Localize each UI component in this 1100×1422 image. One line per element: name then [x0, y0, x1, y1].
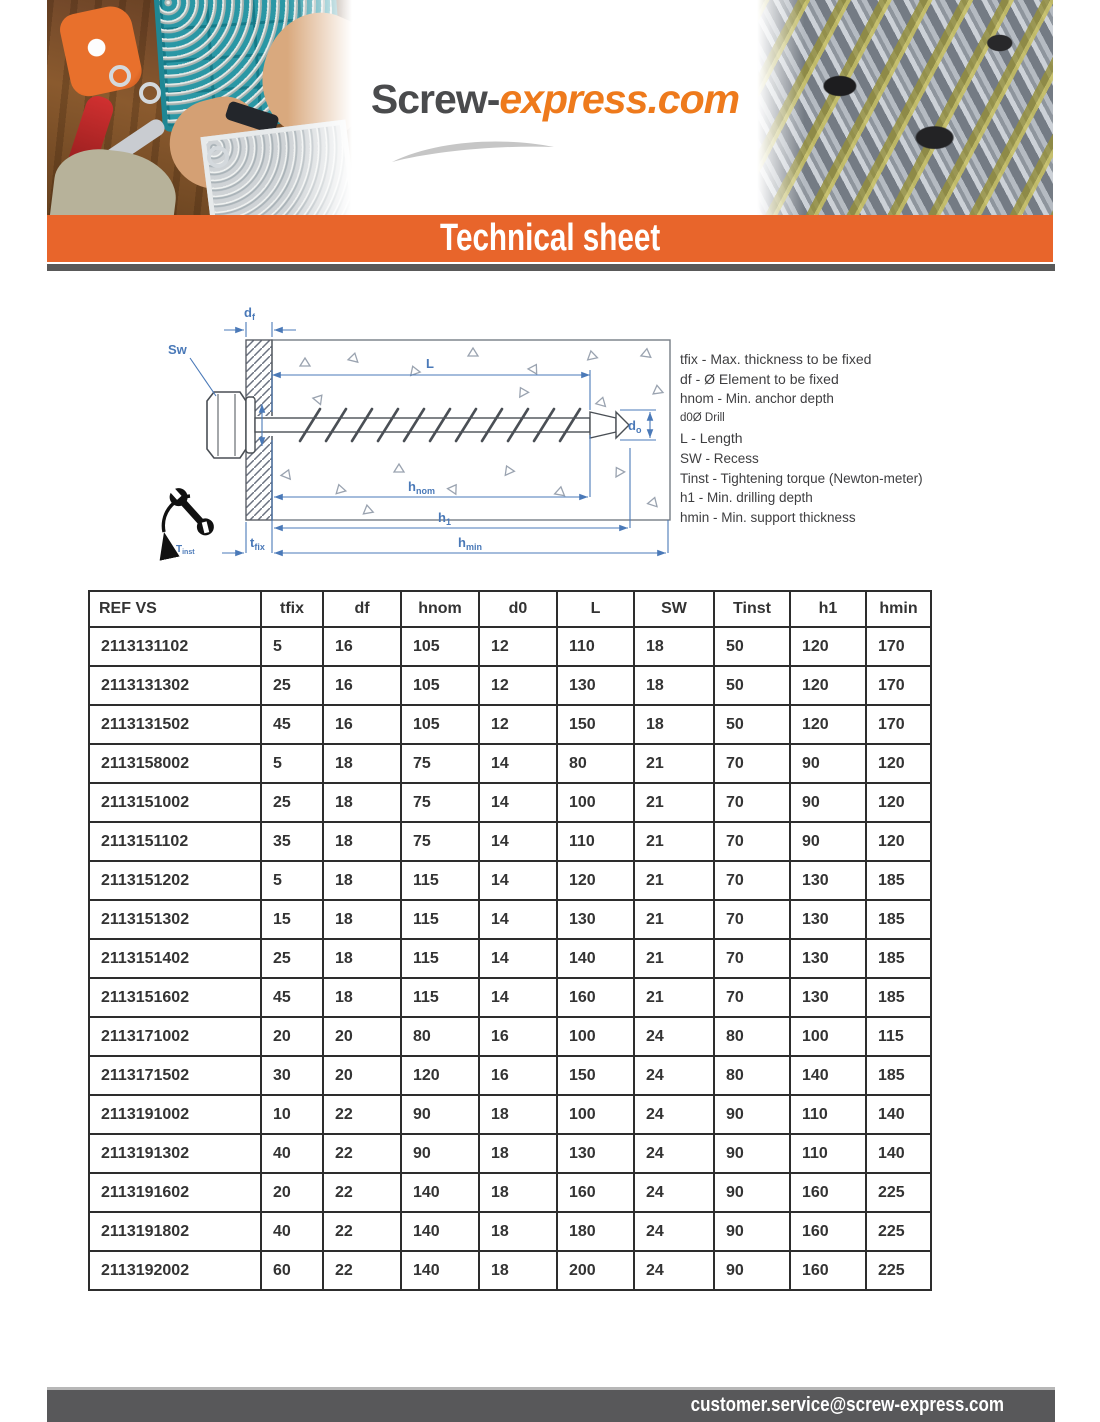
table-cell: 2113151002 — [89, 783, 261, 822]
washer — [139, 82, 161, 104]
table-cell: 22 — [323, 1212, 401, 1251]
table-cell: 18 — [323, 744, 401, 783]
table-cell: 120 — [790, 705, 866, 744]
table-cell: 2113131502 — [89, 705, 261, 744]
table-cell: 90 — [714, 1251, 790, 1290]
legend-line: h1 - Min. drilling depth — [680, 490, 813, 505]
logo-text-express: express.com — [499, 76, 740, 122]
table-cell: 2113191302 — [89, 1134, 261, 1173]
table-cell: 12 — [479, 666, 557, 705]
table-cell: 130 — [557, 1134, 634, 1173]
table-cell: 2113171502 — [89, 1056, 261, 1095]
table-cell: 185 — [866, 939, 931, 978]
table-row — [89, 1173, 931, 1212]
table-cell: 21 — [634, 744, 714, 783]
table-cell: 18 — [323, 900, 401, 939]
table-row — [89, 1134, 931, 1173]
table-cell: 20 — [323, 1056, 401, 1095]
table-cell: 5 — [261, 861, 323, 900]
table-cell: 16 — [479, 1056, 557, 1095]
label-length: L — [426, 356, 434, 371]
table-cell: 225 — [866, 1173, 931, 1212]
table-row — [89, 1095, 931, 1134]
table-cell: 140 — [401, 1173, 479, 1212]
table-cell: 70 — [714, 978, 790, 1017]
table-cell: 90 — [790, 783, 866, 822]
table-cell: 75 — [401, 744, 479, 783]
hand — [161, 89, 272, 199]
table-cell: 140 — [866, 1095, 931, 1134]
table-cell: 100 — [557, 1017, 634, 1056]
table-row — [89, 939, 931, 978]
table-header-row — [89, 591, 931, 627]
table-cell: 60 — [261, 1251, 323, 1290]
table-cell: 18 — [479, 1251, 557, 1290]
table-cell: 15 — [261, 900, 323, 939]
table-cell: 24 — [634, 1134, 714, 1173]
table-cell: 18 — [479, 1212, 557, 1251]
table-row — [89, 1017, 931, 1056]
table-cell: 35 — [261, 822, 323, 861]
table-cell: 25 — [261, 783, 323, 822]
table-cell: 170 — [866, 666, 931, 705]
table-cell: 2113131302 — [89, 666, 261, 705]
table-cell: 80 — [557, 744, 634, 783]
table-cell: 2113192002 — [89, 1251, 261, 1290]
table-cell: 200 — [557, 1251, 634, 1290]
table-cell: 120 — [866, 783, 931, 822]
table-cell: 130 — [790, 861, 866, 900]
legend-line: df - Ø Element to be fixed — [680, 370, 839, 387]
table-cell: 90 — [714, 1212, 790, 1251]
table-cell: 10 — [261, 1095, 323, 1134]
table-cell: 115 — [401, 939, 479, 978]
table-cell: 2113151602 — [89, 978, 261, 1017]
table-cell: 18 — [634, 705, 714, 744]
column-header: d0 — [479, 591, 557, 627]
table-cell: 115 — [401, 978, 479, 1017]
table-cell: 2113151202 — [89, 861, 261, 900]
table-cell: 140 — [790, 1056, 866, 1095]
table-row — [89, 627, 931, 666]
screws-photo — [757, 0, 1053, 215]
label-do: $d_o$ — [628, 418, 642, 435]
table-cell: 45 — [261, 705, 323, 744]
table-row — [89, 900, 931, 939]
table-cell: 21 — [634, 783, 714, 822]
table-cell: 140 — [557, 939, 634, 978]
table-cell: 120 — [790, 666, 866, 705]
table-cell: 2113191802 — [89, 1212, 261, 1251]
table-cell: 185 — [866, 978, 931, 1017]
column-header: REF VS — [89, 591, 261, 627]
table-cell: 18 — [634, 627, 714, 666]
table-cell: 21 — [634, 822, 714, 861]
label-hnom: $h_{nom}$ — [408, 479, 435, 496]
table-cell: 21 — [634, 978, 714, 1017]
table-cell: 18 — [479, 1173, 557, 1212]
logo-text-screw: Screw- — [370, 76, 500, 122]
label-hmin: $h_{min}$ — [458, 535, 482, 552]
table-cell: 18 — [323, 822, 401, 861]
table-cell: 14 — [479, 861, 557, 900]
table-cell: 80 — [714, 1056, 790, 1095]
tightening-torque-icon — [163, 482, 217, 539]
table-cell: 24 — [634, 1095, 714, 1134]
table-cell: 170 — [866, 627, 931, 666]
column-header: tfix — [261, 591, 323, 627]
table-cell: 90 — [401, 1095, 479, 1134]
table-cell: 140 — [866, 1134, 931, 1173]
table-cell: 80 — [401, 1017, 479, 1056]
footer-bar — [47, 1387, 1055, 1422]
table-row — [89, 1056, 931, 1095]
table-cell: 150 — [557, 1056, 634, 1095]
table-cell: 5 — [261, 744, 323, 783]
table-cell: 22 — [323, 1251, 401, 1290]
table-cell: 50 — [714, 666, 790, 705]
table-row — [89, 783, 931, 822]
label-tfix: $t_{fix}$ — [250, 535, 265, 552]
table-cell: 18 — [479, 1134, 557, 1173]
table-cell: 24 — [634, 1251, 714, 1290]
table-row — [89, 978, 931, 1017]
table-row — [89, 1251, 931, 1290]
table-cell: 130 — [790, 978, 866, 1017]
table-cell: 21 — [634, 861, 714, 900]
table-cell: 70 — [714, 744, 790, 783]
table-row — [89, 1212, 931, 1251]
table-cell: 130 — [790, 939, 866, 978]
table-cell: 16 — [479, 1017, 557, 1056]
table-cell: 170 — [866, 705, 931, 744]
table-cell: 14 — [479, 744, 557, 783]
table-cell: 12 — [479, 627, 557, 666]
table-cell: 12 — [479, 705, 557, 744]
table-cell: 185 — [866, 1056, 931, 1095]
table-row — [89, 666, 931, 705]
table-cell: 115 — [401, 900, 479, 939]
legend-line: hmin - Min. support thickness — [680, 509, 856, 525]
table-cell: 105 — [401, 705, 479, 744]
table-cell: 18 — [323, 783, 401, 822]
table-cell: 75 — [401, 822, 479, 861]
hand — [242, 0, 355, 155]
table-cell: 2113191002 — [89, 1095, 261, 1134]
table-cell: 2113171002 — [89, 1017, 261, 1056]
workbench-photo — [47, 0, 355, 215]
table-cell: 20 — [261, 1173, 323, 1212]
legend-line: hnom - Min. anchor depth — [680, 391, 834, 406]
table-cell: 18 — [634, 666, 714, 705]
table-cell: 160 — [790, 1173, 866, 1212]
table-cell: 160 — [557, 978, 634, 1017]
table-cell: 110 — [557, 627, 634, 666]
spec-table — [88, 590, 932, 1291]
washer — [207, 146, 229, 168]
table-cell: 90 — [714, 1173, 790, 1212]
table-cell: 120 — [866, 822, 931, 861]
brand-logo — [355, 76, 755, 123]
table-cell: 90 — [714, 1095, 790, 1134]
table-cell: 75 — [401, 783, 479, 822]
table-cell: 90 — [790, 744, 866, 783]
table-cell: 2113151302 — [89, 900, 261, 939]
table-cell: 22 — [323, 1134, 401, 1173]
table-cell: 5 — [261, 627, 323, 666]
table-cell: 2113158002 — [89, 744, 261, 783]
table-cell: 18 — [323, 978, 401, 1017]
table-cell: 20 — [323, 1017, 401, 1056]
table-cell: 14 — [479, 900, 557, 939]
table-cell: 160 — [790, 1212, 866, 1251]
table-cell: 185 — [866, 861, 931, 900]
table-cell: 110 — [790, 1095, 866, 1134]
table-cell: 70 — [714, 861, 790, 900]
table-cell: 50 — [714, 627, 790, 666]
table-cell: 2113151102 — [89, 822, 261, 861]
table-cell: 120 — [557, 861, 634, 900]
column-header: L — [557, 591, 634, 627]
table-cell: 150 — [557, 705, 634, 744]
table-cell: 21 — [634, 939, 714, 978]
table-cell: 100 — [557, 783, 634, 822]
table-cell: 80 — [714, 1017, 790, 1056]
column-header: SW — [634, 591, 714, 627]
table-cell: 24 — [634, 1017, 714, 1056]
table-cell: 115 — [866, 1017, 931, 1056]
table-row — [89, 705, 931, 744]
table-cell: 90 — [790, 822, 866, 861]
table-cell: 40 — [261, 1212, 323, 1251]
table-cell: 18 — [479, 1095, 557, 1134]
washer — [109, 65, 131, 87]
table-cell: 20 — [261, 1017, 323, 1056]
table-row — [89, 744, 931, 783]
table-cell: 16 — [323, 666, 401, 705]
column-header: h1 — [790, 591, 866, 627]
page-title: Technical sheet — [439, 217, 661, 259]
table-cell: 130 — [557, 900, 634, 939]
label-tinst: $T_{inst}$ — [176, 544, 195, 556]
table-cell: 140 — [401, 1212, 479, 1251]
screw-organizer-box — [153, 0, 345, 132]
table-cell: 14 — [479, 978, 557, 1017]
column-header: hnom — [401, 591, 479, 627]
table-cell: 105 — [401, 666, 479, 705]
legend-line: d0Ø Drill — [680, 411, 725, 424]
table-cell: 140 — [401, 1251, 479, 1290]
wrench — [89, 116, 168, 177]
table-cell: 110 — [557, 822, 634, 861]
hand-tool — [224, 100, 280, 135]
table-cell: 24 — [634, 1056, 714, 1095]
table-cell: 120 — [866, 744, 931, 783]
table-cell: 50 — [714, 705, 790, 744]
table-cell: 22 — [323, 1173, 401, 1212]
table-cell: 2113131102 — [89, 627, 261, 666]
table-cell: 22 — [323, 1095, 401, 1134]
table-cell: 110 — [790, 1134, 866, 1173]
table-cell: 160 — [790, 1251, 866, 1290]
table-cell: 90 — [714, 1134, 790, 1173]
screw-tray — [201, 119, 355, 215]
label-df: $d_f$ — [244, 305, 255, 322]
table-cell: 130 — [790, 900, 866, 939]
table-cell: 14 — [479, 822, 557, 861]
column-header: hmin — [866, 591, 931, 627]
banner-shadow-strip — [47, 264, 1055, 271]
sleeve — [48, 143, 181, 215]
table-cell: 225 — [866, 1251, 931, 1290]
column-header: Tinst — [714, 591, 790, 627]
column-header: df — [323, 591, 401, 627]
table-cell: 25 — [261, 939, 323, 978]
table-row — [89, 861, 931, 900]
table-cell: 115 — [401, 861, 479, 900]
contact-email: customer.service@screw-express.com — [690, 1394, 1004, 1416]
tape-measure — [58, 2, 146, 99]
table-cell: 180 — [557, 1212, 634, 1251]
table-cell: 2113191602 — [89, 1173, 261, 1212]
table-cell: 25 — [261, 666, 323, 705]
table-cell: 120 — [401, 1056, 479, 1095]
table-cell: 45 — [261, 978, 323, 1017]
legend-line: SW - Recess — [680, 451, 759, 466]
table-cell: 14 — [479, 783, 557, 822]
table-cell: 90 — [401, 1134, 479, 1173]
table-cell: 70 — [714, 783, 790, 822]
table-row — [89, 822, 931, 861]
table-cell: 105 — [401, 627, 479, 666]
table-cell: 14 — [479, 939, 557, 978]
legend-line: Tinst - Tightening torque (Newton-meter) — [680, 470, 923, 486]
title-banner — [47, 215, 1053, 262]
table-cell: 225 — [866, 1212, 931, 1251]
table-cell: 100 — [790, 1017, 866, 1056]
table-cell: 30 — [261, 1056, 323, 1095]
table-cell: 120 — [790, 627, 866, 666]
table-cell: 2113151402 — [89, 939, 261, 978]
table-cell: 70 — [714, 939, 790, 978]
table-cell: 16 — [323, 627, 401, 666]
screwdriver — [61, 93, 115, 187]
table-cell: 24 — [634, 1212, 714, 1251]
legend-line: tfix - Max. thickness to be fixed — [680, 351, 872, 367]
anchor-diagram — [150, 300, 690, 570]
logo-swoosh — [388, 135, 558, 165]
table-cell: 70 — [714, 822, 790, 861]
table-cell: 18 — [323, 939, 401, 978]
table-cell: 185 — [866, 900, 931, 939]
table-cell: 160 — [557, 1173, 634, 1212]
table-cell: 130 — [557, 666, 634, 705]
label-h1: $h_1$ — [438, 510, 451, 527]
label-sw: Sw — [168, 342, 187, 357]
table-cell: 40 — [261, 1134, 323, 1173]
table-cell: 24 — [634, 1173, 714, 1212]
table-cell: 100 — [557, 1095, 634, 1134]
table-cell: 16 — [323, 705, 401, 744]
table-cell: 70 — [714, 900, 790, 939]
diagram-legend — [680, 350, 1000, 527]
table-cell: 18 — [323, 861, 401, 900]
table-cell: 21 — [634, 900, 714, 939]
legend-line: L - Length — [680, 430, 743, 446]
